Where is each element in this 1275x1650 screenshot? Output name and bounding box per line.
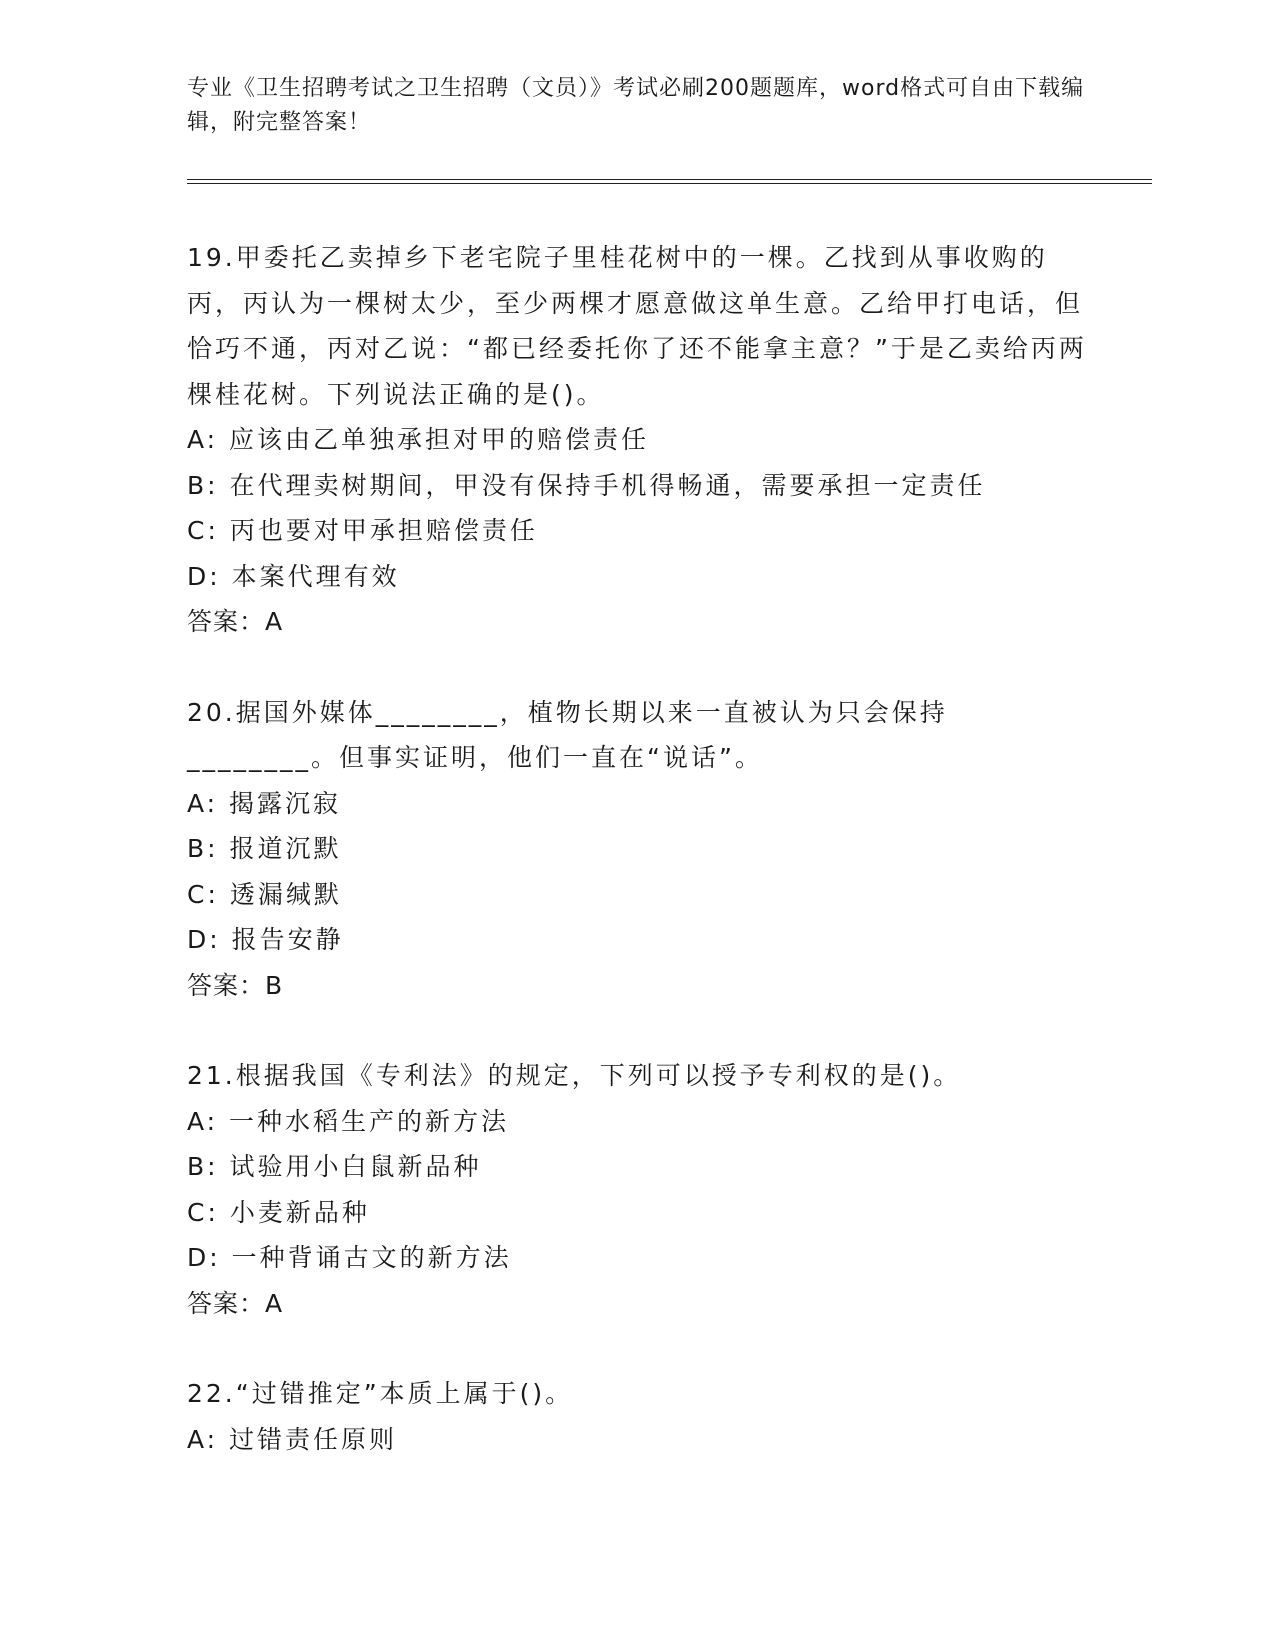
question-stem: 22.“过错推定”本质上属于()。 [187, 1379, 574, 1408]
option-d: D: 报告安静 [187, 925, 344, 954]
question-stem: 21.根据我国《专利法》的规定，下列可以授予专利权的是()。 [187, 1061, 962, 1090]
question-21 [187, 1053, 1087, 1326]
option-a: A: 揭露沉寂 [187, 788, 342, 818]
question-20 [187, 690, 1087, 1009]
question-19 [187, 235, 1087, 645]
option-a: A: 应该由乙单独承担对甲的赔偿责任 [187, 425, 650, 454]
option-b: B: 报道沉默 [187, 834, 342, 863]
option-d: D: 一种背诵古文的新方法 [187, 1243, 512, 1272]
question-list [187, 235, 1087, 1507]
option-a: A: 一种水稻生产的新方法 [187, 1106, 510, 1136]
answer-line: 答案：A [187, 1288, 284, 1318]
option-c: C: 丙也要对甲承担赔偿责任 [187, 516, 538, 545]
option-c: C: 透漏缄默 [187, 879, 342, 909]
option-b: B: 在代理卖树期间，甲没有保持手机得畅通，需要承担一定责任 [187, 470, 986, 500]
option-a: A: 过错责任原则 [187, 1424, 398, 1454]
question-22 [187, 1371, 1087, 1462]
question-stem: 20.据国外媒体________，植物长期以来一直被认为只会保持________。但事实证明，他们一直在“说话”。 [187, 697, 948, 772]
answer-line: 答案：B [187, 970, 284, 1000]
option-b: B: 试验用小白鼠新品种 [187, 1152, 482, 1181]
option-d: D: 本案代理有效 [187, 561, 400, 591]
option-c: C: 小麦新品种 [187, 1197, 370, 1227]
header-divider [187, 179, 1152, 184]
document-header: 专业《卫生招聘考试之卫生招聘（文员）》考试必刷200题题库，word格式可自由下载编辑，附完整答案！ [187, 76, 1085, 135]
question-stem: 19.甲委托乙卖掉乡下老宅院子里桂花树中的一棵。乙找到从事收购的丙，丙认为一棵树太少，至少两棵才愿意做这单生意。乙给甲打电话，但恰巧不通，丙对乙说：“都已经委托你了还不能拿主意？”于是乙卖给丙两棵桂花树。下列说法正确的是()。 [187, 243, 1087, 409]
answer-line: 答案：A [187, 607, 284, 636]
